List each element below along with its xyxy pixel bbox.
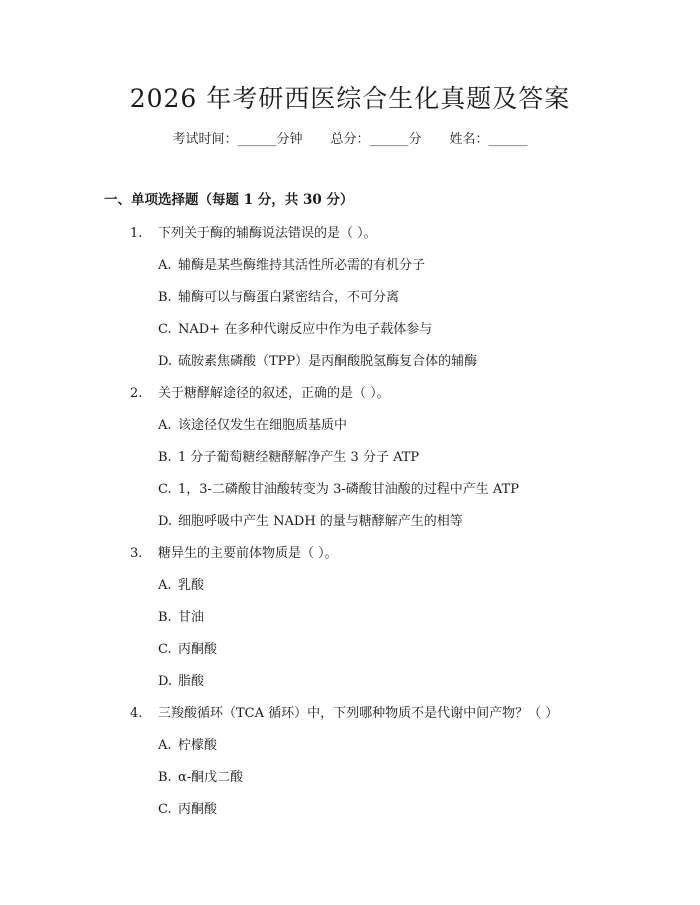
option-letter: C. (158, 802, 172, 817)
option-text: 硫胺素焦磷酸（TPP）是丙酮酸脱氢酶复合体的辅酶 (178, 354, 478, 369)
option-letter: D. (158, 674, 173, 689)
total-score-field: 总分：______分 (330, 132, 422, 147)
exam-time-field: 考试时间：______分钟 (172, 132, 303, 147)
option-letter: C. (158, 482, 172, 497)
option-text: 细胞呼吸中产生 NADH 的量与糖酵解产生的相等 (178, 514, 463, 529)
option-letter: B. (158, 450, 172, 465)
question-text: 糖异生的主要前体物质是（ ）。 (158, 546, 338, 561)
question-number: 1. (130, 226, 143, 241)
option-text: NAD+ 在多种代谢反应中作为电子载体参与 (178, 322, 433, 337)
option-text: 丙酮酸 (178, 642, 218, 657)
option-letter: B. (158, 610, 172, 625)
question-text: 下列关于酶的辅酶说法错误的是（ ）。 (158, 226, 377, 241)
option-text: 辅酶是某些酶维持其活性所必需的有机分子 (178, 258, 426, 273)
option-text: 丙酮酸 (178, 802, 218, 817)
document-title: 2026 年考研西医综合生化真题及答案 (129, 84, 571, 113)
option-text: 甘油 (178, 610, 205, 625)
option-text: 柠檬酸 (178, 738, 218, 753)
option-letter: D. (158, 354, 173, 369)
option-letter: A. (158, 578, 172, 593)
name-field: 姓名：______ (449, 132, 528, 147)
option-letter: B. (158, 770, 172, 785)
exam-meta (0, 130, 700, 150)
option-text: 乳酸 (178, 578, 205, 593)
option-text: 1 分子葡萄糖经糖酵解净产生 3 分子 ATP (178, 450, 420, 465)
option-letter: C. (158, 642, 172, 657)
option-text: 该途径仅发生在细胞质基质中 (178, 418, 348, 433)
option-text: 1，3-二磷酸甘油酸转变为 3-磷酸甘油酸的过程中产生 ATP (178, 482, 519, 497)
option-letter: A. (158, 258, 172, 273)
question-text: 关于糖酵解途径的叙述，正确的是（ ）。 (158, 386, 390, 401)
option-letter: B. (158, 290, 172, 305)
question-number: 4. (130, 706, 143, 721)
section-title: 一、单项选择题（每题 1 分，共 30 分） (104, 192, 354, 208)
option-letter: C. (158, 322, 172, 337)
option-text: 辅酶可以与酶蛋白紧密结合，不可分离 (178, 290, 400, 305)
question-text: 三羧酸循环（TCA 循环）中，下列哪种物质不是代谢中间产物？（ ） (158, 706, 559, 721)
option-letter: A. (158, 738, 172, 753)
option-text: 脂酸 (178, 674, 205, 689)
option-letter: A. (158, 418, 172, 433)
option-letter: D. (158, 514, 173, 529)
option-text: α-酮戊二酸 (178, 770, 244, 785)
question-number: 2. (130, 386, 143, 401)
question-number: 3. (130, 546, 143, 561)
